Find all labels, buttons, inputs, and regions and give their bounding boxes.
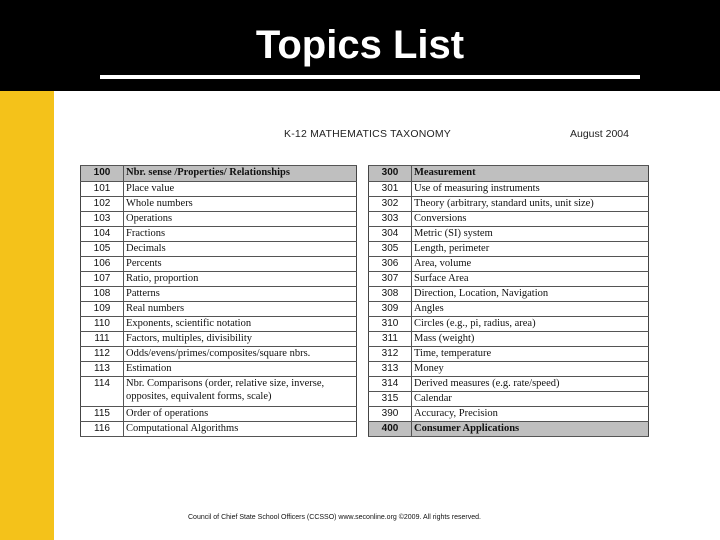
topic-label: Theory (arbitrary, standard units, unit size) xyxy=(412,197,649,212)
topic-code: 308 xyxy=(369,287,412,302)
taxonomy-table-right xyxy=(368,165,649,437)
table-row xyxy=(81,347,357,362)
slide-title: Topics List xyxy=(255,23,465,67)
topic-label: Use of measuring instruments xyxy=(412,182,649,197)
topic-label: Money xyxy=(412,362,649,377)
table-row xyxy=(81,287,357,302)
topic-code: 302 xyxy=(369,197,412,212)
topic-label: Fractions xyxy=(124,227,357,242)
topic-label: Mass (weight) xyxy=(412,332,649,347)
topic-label: Time, temperature xyxy=(412,347,649,362)
category-label: Nbr. sense /Properties/ Relationships xyxy=(124,166,357,182)
table-row xyxy=(81,407,357,422)
topic-label: Whole numbers xyxy=(124,197,357,212)
accent-stripe xyxy=(0,91,54,540)
topic-code: 315 xyxy=(369,392,412,407)
topic-label: Accuracy, Precision xyxy=(412,407,649,422)
topic-code: 113 xyxy=(81,362,124,377)
table-footer-row xyxy=(369,422,649,437)
table-row xyxy=(369,287,649,302)
topic-label: Calendar xyxy=(412,392,649,407)
topic-label: Decimals xyxy=(124,242,357,257)
topic-code: 114 xyxy=(81,377,124,407)
table-row xyxy=(81,242,357,257)
topic-label: Factors, multiples, divisibility xyxy=(124,332,357,347)
table-header-row xyxy=(369,166,649,182)
topic-code: 102 xyxy=(81,197,124,212)
topic-code: 108 xyxy=(81,287,124,302)
topic-code: 111 xyxy=(81,332,124,347)
document-date: August 2004 xyxy=(570,128,629,140)
topic-code: 305 xyxy=(369,242,412,257)
topic-label: Place value xyxy=(124,182,357,197)
topic-label: Derived measures (e.g. rate/speed) xyxy=(412,377,649,392)
topic-code: 110 xyxy=(81,317,124,332)
table-row xyxy=(369,212,649,227)
topic-label: Exponents, scientific notation xyxy=(124,317,357,332)
table-row xyxy=(81,272,357,287)
table-row xyxy=(369,407,649,422)
topic-label: Ratio, proportion xyxy=(124,272,357,287)
topic-code: 304 xyxy=(369,227,412,242)
taxonomy-table-left xyxy=(80,165,357,437)
table-row xyxy=(81,257,357,272)
table-row xyxy=(369,317,649,332)
topic-label: Circles (e.g., pi, radius, area) xyxy=(412,317,649,332)
table-row xyxy=(81,227,357,242)
topic-label: Odds/evens/primes/composites/square nbrs. xyxy=(124,347,357,362)
topic-code: 312 xyxy=(369,347,412,362)
table-row xyxy=(369,392,649,407)
category-code: 100 xyxy=(81,166,124,182)
category-code: 400 xyxy=(369,422,412,437)
topic-label: Order of operations xyxy=(124,407,357,422)
topic-code: 303 xyxy=(369,212,412,227)
topic-code: 306 xyxy=(369,257,412,272)
topic-label: Surface Area xyxy=(412,272,649,287)
topic-label: Metric (SI) system xyxy=(412,227,649,242)
topic-code: 390 xyxy=(369,407,412,422)
topic-code: 309 xyxy=(369,302,412,317)
topic-label: Operations xyxy=(124,212,357,227)
topic-label: Direction, Location, Navigation xyxy=(412,287,649,302)
table-row xyxy=(81,212,357,227)
table-row xyxy=(369,362,649,377)
table-row xyxy=(81,302,357,317)
table-row xyxy=(369,257,649,272)
topic-code: 101 xyxy=(81,182,124,197)
table-row xyxy=(369,302,649,317)
topic-label: Length, perimeter xyxy=(412,242,649,257)
category-label: Consumer Applications xyxy=(412,422,649,437)
copyright-footer: Council of Chief State School Officers (CCSSO) www.seconline.org ©2009. All rights reserved. xyxy=(188,514,481,521)
table-row xyxy=(369,182,649,197)
table-row xyxy=(81,317,357,332)
taxonomy-document xyxy=(68,110,654,447)
topic-code: 112 xyxy=(81,347,124,362)
topic-code: 103 xyxy=(81,212,124,227)
table-row xyxy=(81,422,357,437)
topic-label: Area, volume xyxy=(412,257,649,272)
table-row xyxy=(369,377,649,392)
topic-code: 105 xyxy=(81,242,124,257)
topic-code: 107 xyxy=(81,272,124,287)
table-row xyxy=(81,377,357,407)
topic-label: Estimation xyxy=(124,362,357,377)
topic-code: 116 xyxy=(81,422,124,437)
table-row xyxy=(369,197,649,212)
topic-code: 104 xyxy=(81,227,124,242)
topic-code: 314 xyxy=(369,377,412,392)
topic-code: 307 xyxy=(369,272,412,287)
table-row xyxy=(369,272,649,287)
table-row xyxy=(369,332,649,347)
table-row xyxy=(81,182,357,197)
topic-code: 310 xyxy=(369,317,412,332)
topic-code: 115 xyxy=(81,407,124,422)
category-label: Measurement xyxy=(412,166,649,182)
table-row xyxy=(81,362,357,377)
topic-label: Patterns xyxy=(124,287,357,302)
topic-code: 106 xyxy=(81,257,124,272)
topic-label: Nbr. Comparisons (order, relative size, inverse, opposites, equivalent forms, scale) xyxy=(124,377,357,407)
table-row xyxy=(369,227,649,242)
title-underline xyxy=(100,75,640,79)
topic-label: Computational Algorithms xyxy=(124,422,357,437)
table-row xyxy=(369,347,649,362)
topic-code: 301 xyxy=(369,182,412,197)
table-row xyxy=(81,332,357,347)
topic-code: 313 xyxy=(369,362,412,377)
topic-label: Conversions xyxy=(412,212,649,227)
document-heading: K-12 MATHEMATICS TAXONOMY xyxy=(284,128,451,140)
topic-label: Angles xyxy=(412,302,649,317)
topic-label: Percents xyxy=(124,257,357,272)
topic-code: 109 xyxy=(81,302,124,317)
table-row xyxy=(369,242,649,257)
topic-code: 311 xyxy=(369,332,412,347)
category-code: 300 xyxy=(369,166,412,182)
table-header-row xyxy=(81,166,357,182)
topic-label: Real numbers xyxy=(124,302,357,317)
table-row xyxy=(81,197,357,212)
